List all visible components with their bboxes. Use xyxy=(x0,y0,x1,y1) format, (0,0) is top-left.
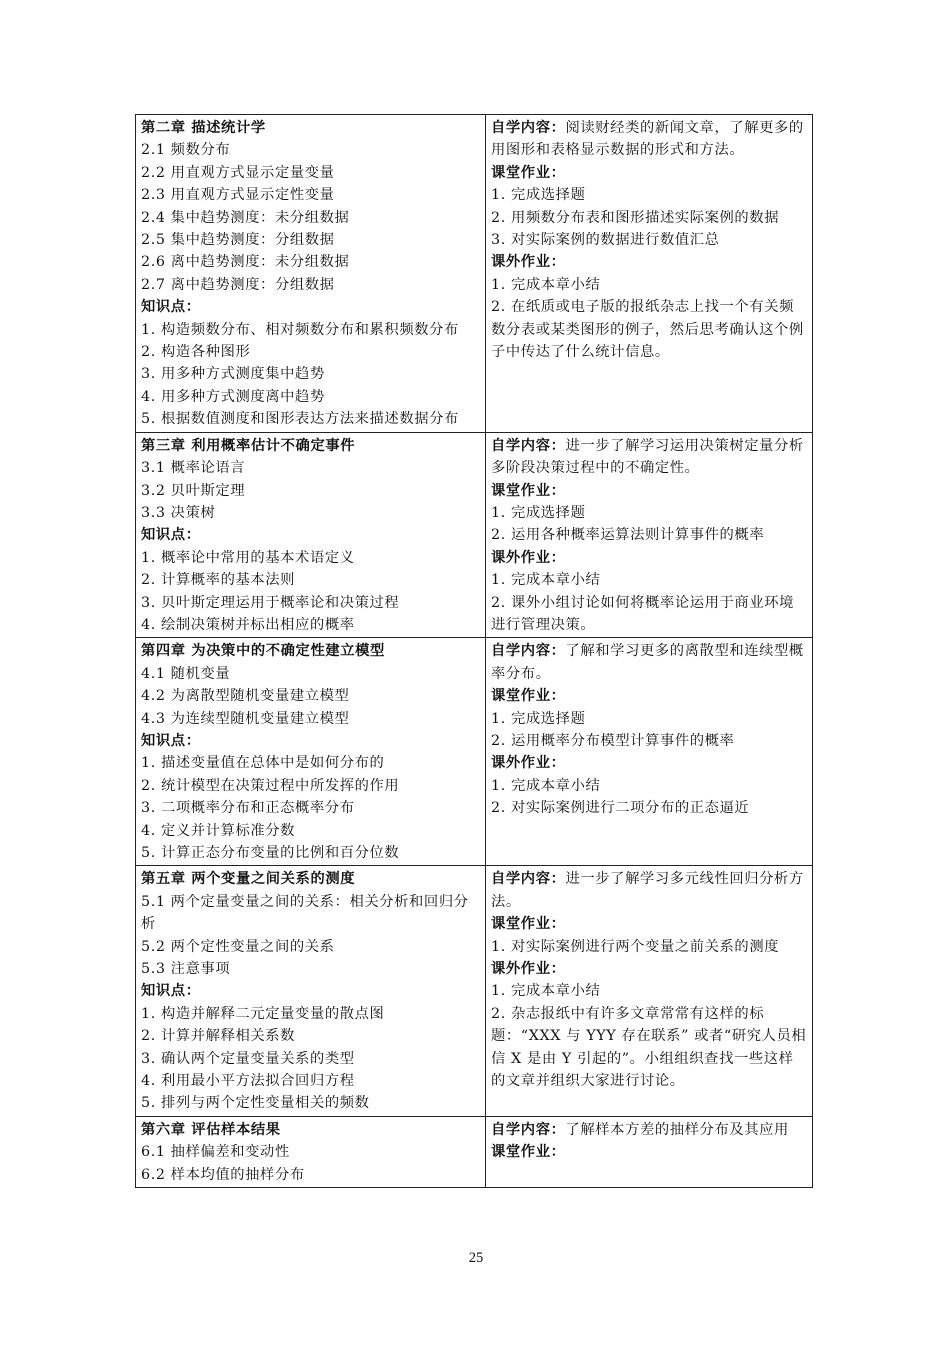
self-study-text: 进一步了解学习运用决策树定量分析多阶段决策过程中的不确定性。 xyxy=(491,437,804,477)
knowledge-item: 4. 绘制决策树并标出相应的概率 xyxy=(141,616,355,633)
self-study-block xyxy=(491,117,807,162)
knowledge-item: 4. 利用最小平方法拟合回归方程 xyxy=(141,1073,355,1090)
topic-item: 3.2 贝叶斯定理 xyxy=(141,482,246,499)
topic-item: 4.3 为连续型随机变量建立模型 xyxy=(141,710,350,727)
topic-item: 2.7 离中趋势测度：分组数据 xyxy=(141,276,335,293)
topic-item: 4.2 为离散型随机变量建立模型 xyxy=(141,688,350,705)
self-study-heading: 自学内容： xyxy=(491,871,566,888)
self-study-text: 阅读财经类的新闻文章，了解更多的用图形和表格显示数据的形式和方法。 xyxy=(491,120,804,159)
topic-item: 2.6 离中趋势测度：未分组数据 xyxy=(141,254,350,271)
self-study-text: 了解样本方差的抽样分布及其应用 xyxy=(565,1121,789,1138)
self-study-heading: 自学内容： xyxy=(491,643,566,660)
knowledge-item: 2. 构造各种图形 xyxy=(141,344,251,361)
knowledge-item: 2. 计算概率的基本法则 xyxy=(141,572,296,589)
assignment-cell xyxy=(486,115,813,433)
knowledge-item: 3. 用多种方式测度集中趋势 xyxy=(141,366,325,383)
knowledge-heading: 知识点： xyxy=(141,732,201,749)
knowledge-heading: 知识点： xyxy=(141,299,201,316)
chapter-title: 第五章 两个变量之间关系的测度 xyxy=(141,871,356,888)
topic-item: 2.2 用直观方式显示定量变量 xyxy=(141,164,335,181)
topic-item: 6.1 抽样偏差和变动性 xyxy=(141,1144,290,1161)
knowledge-item: 4. 定义并计算标准分数 xyxy=(141,822,296,839)
homework-item: 1. 完成本章小结 xyxy=(491,777,601,794)
classwork-item: 3. 对实际案例的数据进行数值汇总 xyxy=(491,232,720,249)
topic-item: 3.1 概率论语言 xyxy=(141,460,246,477)
topic-item: 3.3 决策树 xyxy=(141,504,216,521)
self-study-text: 进一步了解学习多元线性回归分析方法。 xyxy=(491,871,804,910)
classwork-heading: 课堂作业： xyxy=(491,916,566,933)
self-study-block xyxy=(491,640,807,685)
knowledge-item: 3. 贝叶斯定理运用于概率论和决策过程 xyxy=(141,594,400,611)
knowledge-item: 5. 计算正态分布变量的比例和百分位数 xyxy=(141,845,400,861)
assignment-cell xyxy=(486,432,813,638)
knowledge-heading: 知识点： xyxy=(141,983,201,1000)
self-study-heading: 自学内容： xyxy=(491,120,566,136)
chapter-title: 第三章 利用概率估计不确定事件 xyxy=(141,437,356,454)
classwork-item: 1. 完成选择题 xyxy=(491,710,586,727)
assignment-cell xyxy=(486,638,813,866)
knowledge-heading: 知识点： xyxy=(141,527,201,544)
table-row xyxy=(136,638,813,866)
self-study-heading: 自学内容： xyxy=(491,1121,566,1138)
topic-item: 2.3 用直观方式显示定性变量 xyxy=(141,187,335,204)
homework-heading: 课外作业： xyxy=(491,254,566,271)
knowledge-item: 2. 计算并解释相关系数 xyxy=(141,1028,296,1045)
homework-item: 1. 完成本章小结 xyxy=(491,983,601,1000)
knowledge-item: 2. 统计模型在决策过程中所发挥的作用 xyxy=(141,777,400,794)
classwork-item: 1. 对实际案例进行两个变量之前关系的测度 xyxy=(491,938,780,955)
classwork-item: 2. 用频数分布表和图形描述实际案例的数据 xyxy=(491,209,780,226)
self-study-block xyxy=(491,868,807,913)
homework-heading: 课外作业： xyxy=(491,549,566,566)
classwork-heading: 课堂作业： xyxy=(491,688,566,705)
self-study-block xyxy=(491,1119,807,1141)
table-row xyxy=(136,432,813,638)
chapter-title: 第二章 描述统计学 xyxy=(141,120,266,136)
homework-item: 2. 在纸质或电子版的报纸杂志上找一个有关频数分表或某类图形的例子，然后思考确认这个例子中传达了什么统计信息。 xyxy=(491,299,804,361)
topic-item: 2.4 集中趋势测度：未分组数据 xyxy=(141,209,350,226)
topic-item: 5.1 两个定量变量之间的关系：相关分析和回归分析 xyxy=(141,893,469,933)
table-row xyxy=(136,115,813,433)
classwork-heading: 课堂作业： xyxy=(491,1144,566,1161)
syllabus-table xyxy=(135,114,813,1188)
topic-item: 2.5 集中趋势测度：分组数据 xyxy=(141,232,335,249)
classwork-item: 2. 运用各种概率运算法则计算事件的概率 xyxy=(491,527,765,544)
table-row xyxy=(136,866,813,1116)
knowledge-item: 1. 描述变量值在总体中是如何分布的 xyxy=(141,755,385,772)
homework-item: 2. 课外小组讨论如何将概率论运用于商业环境进行管理决策。 xyxy=(491,594,795,633)
topic-item: 4.1 随机变量 xyxy=(141,665,231,682)
assignment-cell xyxy=(486,866,813,1116)
topic-item: 5.3 注意事项 xyxy=(141,961,231,978)
classwork-item: 1. 完成选择题 xyxy=(491,187,586,204)
knowledge-item: 3. 确认两个定量变量关系的类型 xyxy=(141,1050,355,1067)
homework-heading: 课外作业： xyxy=(491,755,566,772)
chapter-title: 第六章 评估样本结果 xyxy=(141,1121,281,1138)
knowledge-item: 3. 二项概率分布和正态概率分布 xyxy=(141,800,355,817)
homework-item: 1. 完成本章小结 xyxy=(491,572,601,589)
assignment-cell xyxy=(486,1116,813,1187)
topic-item: 6.2 样本均值的抽样分布 xyxy=(141,1166,305,1183)
classwork-heading: 课堂作业： xyxy=(491,482,566,499)
homework-item: 1. 完成本章小结 xyxy=(491,276,601,293)
knowledge-item: 1. 构造频数分布、相对频数分布和累积频数分布 xyxy=(141,321,459,338)
classwork-item: 1. 完成选择题 xyxy=(491,504,586,521)
homework-item: 2. 杂志报纸中有许多文章常常有这样的标题：“XXX 与 YYY 存在联系” 或者“研究人员相信 X 是由 Y 引起的”。小组组织查找一些这样的文章并组织大家进行讨论。 xyxy=(491,1005,807,1090)
knowledge-item: 1. 构造并解释二元定量变量的散点图 xyxy=(141,1005,385,1022)
knowledge-item: 1. 概率论中常用的基本术语定义 xyxy=(141,549,355,566)
chapter-content-cell xyxy=(136,638,486,866)
topic-item: 5.2 两个定性变量之间的关系 xyxy=(141,938,335,955)
chapter-content-cell xyxy=(136,432,486,638)
self-study-text: 了解和学习更多的离散型和连续型概率分布。 xyxy=(491,643,804,682)
homework-heading: 课外作业： xyxy=(491,961,566,978)
page-number: 25 xyxy=(468,1250,484,1266)
classwork-item: 2. 运用概率分布模型计算事件的概率 xyxy=(491,732,735,749)
topic-item: 2.1 频数分布 xyxy=(141,142,231,159)
chapter-content-cell xyxy=(136,115,486,433)
classwork-heading: 课堂作业： xyxy=(491,164,566,181)
self-study-heading: 自学内容： xyxy=(491,437,566,454)
self-study-block xyxy=(491,435,807,480)
knowledge-item: 5. 根据数值测度和图形表达方法来描述数据分布 xyxy=(141,411,459,428)
chapter-content-cell xyxy=(136,1116,486,1187)
chapter-content-cell xyxy=(136,866,486,1116)
table-row xyxy=(136,1116,813,1187)
knowledge-item: 4. 用多种方式测度离中趋势 xyxy=(141,388,325,405)
knowledge-item: 5. 排列与两个定性变量相关的频数 xyxy=(141,1095,370,1112)
chapter-title: 第四章 为决策中的不确定性建立模型 xyxy=(141,643,385,660)
homework-item: 2. 对实际案例进行二项分布的正态逼近 xyxy=(491,800,750,817)
